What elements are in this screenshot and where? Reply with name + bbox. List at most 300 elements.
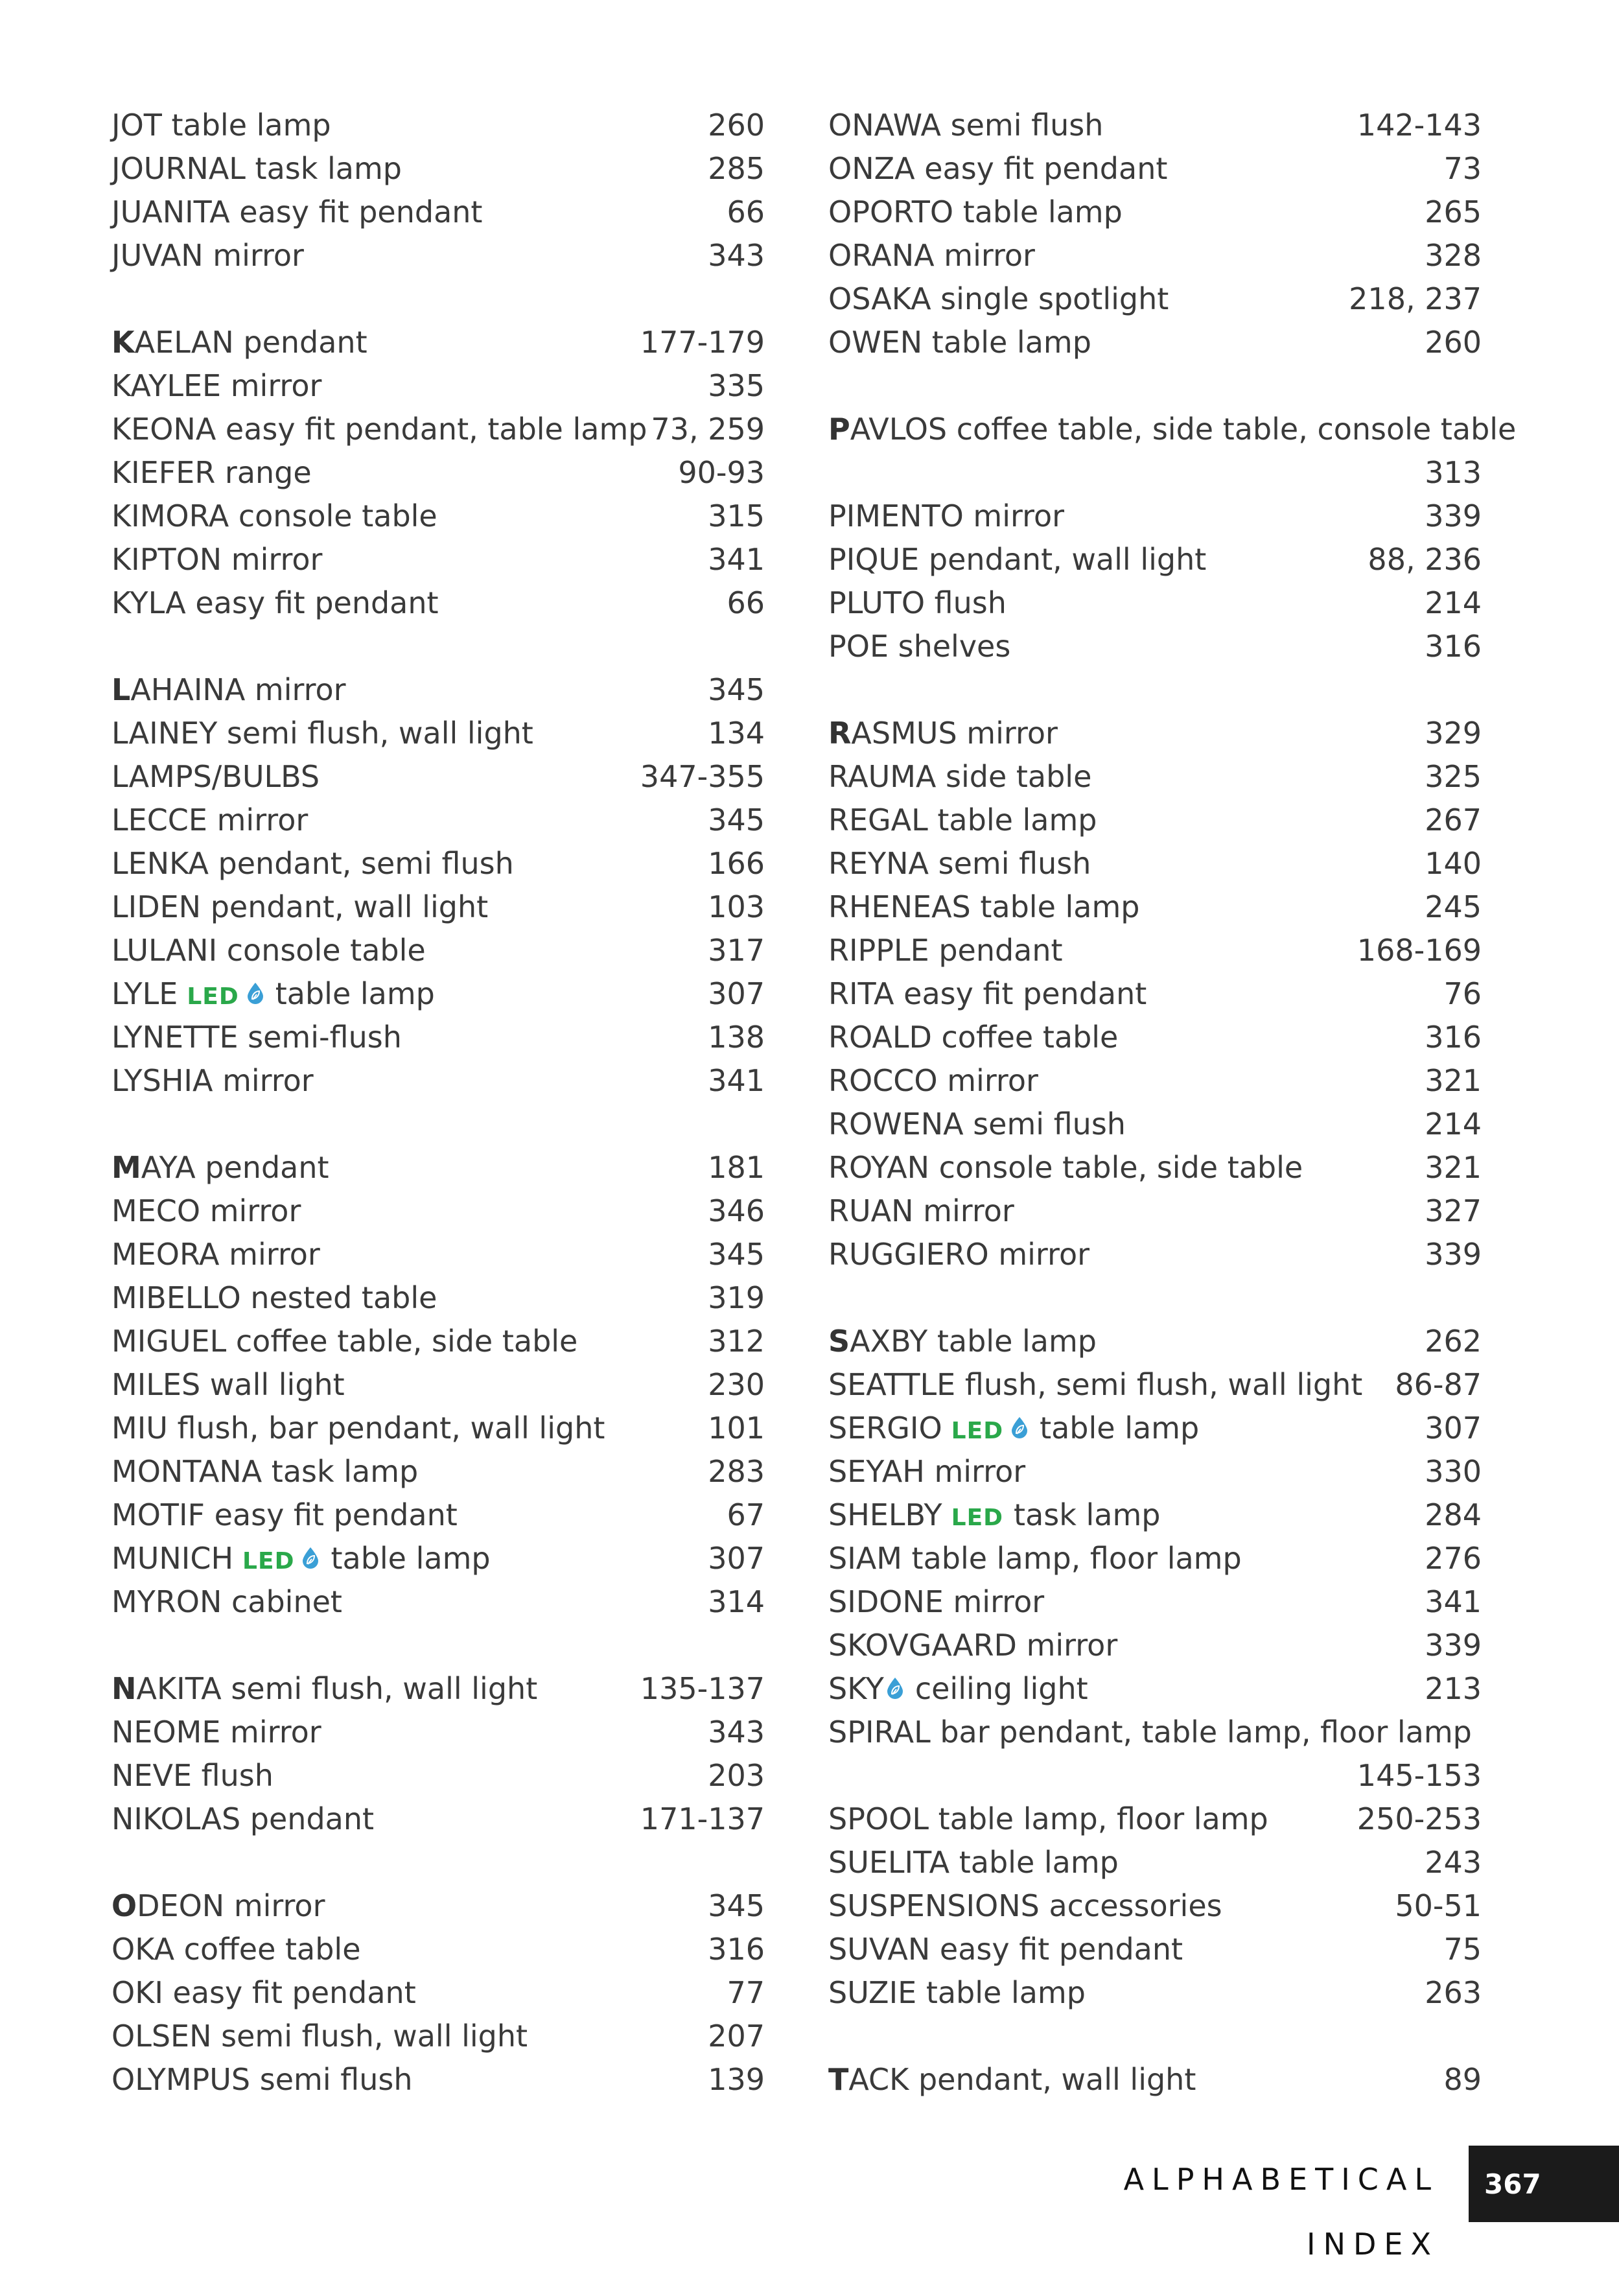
index-entry: [111, 1407, 765, 1450]
entry-title: JUVAN mirror: [111, 238, 304, 273]
index-entry: [828, 1580, 1482, 1624]
entry-name: [828, 1059, 1038, 1103]
section-spacer: [111, 625, 765, 668]
page-ref: 214: [1425, 1107, 1482, 1142]
entry-name: [828, 1841, 1119, 1884]
entry-name: [828, 1450, 1025, 1494]
entry-name: [828, 1494, 1160, 1540]
entry-title: SUVAN easy fit pendant: [828, 1932, 1183, 1967]
entry-title: ROWENA semi flush: [828, 1107, 1126, 1142]
index-entry: [111, 1189, 765, 1233]
index-entry: [828, 538, 1482, 581]
index-entry: [111, 1667, 765, 1711]
entry-name: [828, 104, 1103, 147]
index-entry: [111, 1276, 765, 1320]
index-entry: [828, 1407, 1482, 1450]
entry-title: KAYLEE mirror: [111, 368, 322, 403]
index-entry: [111, 1233, 765, 1276]
page-ref: 243: [1425, 1845, 1482, 1880]
section-spacer: [111, 1841, 765, 1884]
index-column-left: [111, 104, 765, 2102]
entry-title: AKITA semi flush, wall light: [136, 1671, 538, 1706]
entry-name: [828, 712, 1058, 755]
entry-name: [111, 1320, 577, 1363]
index-entry: [828, 1450, 1482, 1494]
entry-name: [111, 2058, 412, 2102]
page-ref: 90-93: [678, 455, 765, 490]
entry-name: [111, 885, 488, 929]
index-entry: [111, 929, 765, 972]
index-entry: [111, 1580, 765, 1624]
index-entry: [111, 1711, 765, 1754]
index-entry: [828, 842, 1482, 885]
page-ref: 327: [1425, 1193, 1482, 1228]
page-ref: 346: [708, 1193, 765, 1228]
index-entry: [111, 842, 765, 885]
entry-title: SERGIO: [828, 1411, 942, 1446]
entry-title: LYNETTE semi-flush: [111, 1020, 402, 1055]
entry-name: [828, 1320, 1097, 1363]
entry-title: ONZA easy fit pendant: [828, 151, 1168, 186]
index-entry: [828, 1624, 1482, 1667]
index-entry: [111, 1928, 765, 1971]
entry-name: [111, 1494, 458, 1537]
entry-title: LENKA pendant, semi flush: [111, 846, 514, 881]
entry-name: [111, 799, 308, 842]
entry-name: [111, 321, 367, 364]
index-column-right: [828, 104, 1517, 2102]
index-entry: [111, 1450, 765, 1494]
index-entry: [828, 625, 1482, 668]
entry-title: REYNA semi flush: [828, 846, 1091, 881]
index-entry: [111, 104, 765, 147]
index-entry: [111, 1537, 765, 1580]
entry-name: [828, 1537, 1242, 1580]
entry-title: OSAKA single spotlight: [828, 281, 1169, 316]
entry-name: [111, 1928, 361, 1971]
page-ref: 267: [1425, 802, 1482, 838]
entry-title: ROALD coffee table: [828, 1020, 1119, 1055]
entry-title: OKI easy fit pendant: [111, 1975, 416, 2010]
section-initial-letter: M: [111, 1150, 141, 1185]
entry-name: [828, 1884, 1222, 1928]
index-entry: [111, 1798, 765, 1841]
page-ref: 341: [1425, 1584, 1482, 1619]
index-entry: [111, 538, 765, 581]
entry-title: ACK pendant, wall light: [848, 2062, 1196, 2097]
entry-name: [111, 1059, 314, 1103]
entry-title: LECCE mirror: [111, 802, 309, 838]
section-spacer: [828, 1276, 1482, 1320]
entry-type: table lamp: [275, 976, 435, 1011]
page-ref: 86-87: [1395, 1367, 1482, 1402]
entry-title: JUANITA easy fit pendant: [111, 194, 483, 229]
index-entry: [828, 495, 1482, 538]
entry-name: [111, 234, 304, 277]
entry-title: NEVE flush: [111, 1758, 274, 1793]
entry-title: SHELBY: [828, 1497, 942, 1532]
index-entry: [111, 1016, 765, 1059]
page-ref: 312: [708, 1324, 765, 1359]
page-ref: 50-51: [1395, 1888, 1482, 1923]
entry-name: [828, 495, 1064, 538]
index-entry: [828, 408, 1517, 451]
section-title: ALPHABETICAL INDEX: [1123, 2162, 1439, 2262]
entry-type: task lamp: [1014, 1497, 1161, 1532]
index-entry: [111, 495, 765, 538]
page-ref: 284: [1425, 1497, 1482, 1532]
index-entry: [111, 581, 765, 625]
entry-name: [828, 1189, 1014, 1233]
entry-name: [111, 1450, 418, 1494]
entry-title: MECO mirror: [111, 1193, 301, 1228]
entry-title: MIGUEL coffee table, side table: [111, 1324, 578, 1359]
index-entry: [111, 1494, 765, 1537]
page-ref: 75: [1443, 1932, 1482, 1967]
page-ref: 347-355: [640, 759, 765, 794]
entry-name: [111, 1189, 301, 1233]
entry-name: [111, 2015, 528, 2058]
page-ref: 168-169: [1357, 933, 1482, 968]
page-ref: 328: [1425, 238, 1482, 273]
index-entry: [828, 1189, 1482, 1233]
entry-name: [828, 1407, 1199, 1453]
index-entry: [828, 799, 1482, 842]
entry-name: [111, 1580, 342, 1624]
entry-title: MOTIF easy fit pendant: [111, 1497, 458, 1532]
section-initial-letter: K: [111, 325, 135, 360]
page-ref: 316: [1425, 629, 1482, 664]
index-entry: [111, 1884, 765, 1928]
entry-name: [111, 1884, 325, 1928]
entry-title: REGAL table lamp: [828, 802, 1097, 838]
entry-title: MONTANA task lamp: [111, 1454, 419, 1489]
index-entry: [111, 668, 765, 712]
page-ref: 285: [708, 151, 765, 186]
entry-name: [828, 1146, 1303, 1189]
entry-title: ROCCO mirror: [828, 1063, 1038, 1098]
entry-name: [828, 625, 1010, 668]
entry-name: [111, 1711, 321, 1754]
entry-name: [111, 712, 533, 755]
entry-name: [111, 1537, 491, 1583]
entry-title: SEYAH mirror: [828, 1454, 1026, 1489]
entry-title: ORANA mirror: [828, 238, 1035, 273]
entry-name: [828, 234, 1035, 277]
entry-name: [111, 538, 322, 581]
entry-title: ONAWA semi flush: [828, 108, 1104, 143]
page-ref: 142-143: [1357, 108, 1482, 143]
index-entry: [828, 1233, 1482, 1276]
page-ref: 103: [708, 889, 765, 924]
entry-title: SPIRAL bar pendant, table lamp, floor lamp: [828, 1715, 1472, 1750]
page-ref: 140: [1425, 846, 1482, 881]
page-ref: 283: [708, 1454, 765, 1489]
page-ref: 218, 237: [1349, 281, 1482, 316]
page-ref: 316: [1425, 1020, 1482, 1055]
entry-title: KIPTON mirror: [111, 542, 323, 577]
page-ref: 66: [727, 194, 765, 229]
led-badge: LED: [951, 1418, 1004, 1444]
entry-name: [111, 1276, 437, 1320]
page-ref: 345: [708, 1888, 765, 1923]
entry-name: [111, 104, 331, 147]
entry-title: POE shelves: [828, 629, 1011, 664]
energy-saving-drop-icon: [301, 1547, 320, 1569]
index-entry: [828, 277, 1482, 321]
entry-name: [111, 495, 437, 538]
index-entry-page-continuation: [828, 451, 1482, 495]
entry-name: [828, 277, 1169, 321]
entry-title: KIEFER range: [111, 455, 312, 490]
index-entry: [111, 2015, 765, 2058]
entry-name: [828, 538, 1206, 581]
entry-type: ceiling light: [914, 1671, 1088, 1706]
page-ref: 307: [708, 1541, 765, 1576]
entry-name: [111, 1016, 402, 1059]
entry-title: LULANI console table: [111, 933, 426, 968]
index-entry: [828, 321, 1482, 364]
page-ref: 145-153: [1357, 1758, 1482, 1793]
entry-title: RAUMA side table: [828, 759, 1092, 794]
page-ref: 230: [708, 1367, 765, 1402]
page-ref: 260: [708, 108, 765, 143]
entry-name: [111, 408, 647, 451]
entry-title: NIKOLAS pendant: [111, 1801, 375, 1836]
page-ref: 89: [1443, 2062, 1482, 2097]
entry-name: [828, 1971, 1086, 2015]
entry-name: [828, 972, 1147, 1016]
page-ref: 321: [1425, 1063, 1482, 1098]
index-entry: [111, 885, 765, 929]
page-ref: 314: [708, 1584, 765, 1619]
entry-name: [111, 191, 482, 234]
entry-title: LAMPS/BULBS: [111, 759, 320, 794]
entry-name: [828, 929, 1063, 972]
entry-title: PIMENTO mirror: [828, 498, 1065, 533]
entry-name: [111, 1971, 416, 2015]
entry-title: PIQUE pendant, wall light: [828, 542, 1207, 577]
index-entry: [828, 885, 1482, 929]
index-entry: [828, 1711, 1482, 1754]
index-entry: [111, 191, 765, 234]
entry-name: [111, 929, 426, 972]
entry-title: LYSHIA mirror: [111, 1063, 314, 1098]
index-entry: [828, 755, 1482, 799]
entry-name: [828, 408, 1516, 451]
entry-title: RHENEAS table lamp: [828, 889, 1140, 924]
entry-title: OLYMPUS semi flush: [111, 2062, 413, 2097]
entry-title: LIDEN pendant, wall light: [111, 889, 489, 924]
entry-title: KIMORA console table: [111, 498, 437, 533]
page-ref: 321: [1425, 1150, 1482, 1185]
entry-name: [828, 1798, 1268, 1841]
entry-name: [828, 885, 1139, 929]
entry-title: AXBY table lamp: [850, 1324, 1097, 1359]
section-spacer: [828, 364, 1482, 408]
index-entry: [828, 712, 1482, 755]
page-ref: 67: [727, 1497, 765, 1532]
index-entry: [828, 1928, 1482, 1971]
index-entry: [828, 1016, 1482, 1059]
entry-title: SKOVGAARD mirror: [828, 1628, 1118, 1663]
page-ref: 181: [708, 1150, 765, 1185]
page-ref: 66: [727, 585, 765, 620]
index-entry: [828, 2058, 1482, 2102]
entry-title: SIAM table lamp, floor lamp: [828, 1541, 1242, 1576]
page-ref: 341: [708, 542, 765, 577]
index-entry: [828, 1971, 1482, 2015]
entry-title: MILES wall light: [111, 1367, 345, 1402]
entry-name: [111, 842, 514, 885]
page-ref: 88, 236: [1368, 542, 1482, 577]
section-initial-letter: R: [828, 716, 852, 751]
page-ref: 135-137: [640, 1671, 765, 1706]
index-entry: [828, 972, 1482, 1016]
entry-title: MIBELLO nested table: [111, 1280, 437, 1315]
index-entry: [828, 1059, 1482, 1103]
index-entry: [111, 234, 765, 277]
page-ref: 245: [1425, 889, 1482, 924]
index-entry-page-continuation: [828, 1754, 1482, 1798]
page-ref: 262: [1425, 1324, 1482, 1359]
entry-name: [111, 1798, 374, 1841]
entry-name: [111, 581, 439, 625]
index-entry: [111, 451, 765, 495]
page-ref: 317: [708, 933, 765, 968]
entry-title: OKA coffee table: [111, 1932, 361, 1967]
index-entry: [828, 1667, 1482, 1711]
entry-name: [828, 581, 1007, 625]
entry-name: [111, 755, 320, 799]
page-ref: 260: [1425, 325, 1482, 360]
index-entry: [111, 147, 765, 191]
page-ref: 138: [708, 1020, 765, 1055]
page-ref: 345: [708, 672, 765, 707]
index-entry: [828, 1494, 1482, 1537]
entry-name: [828, 321, 1091, 364]
page-ref: 316: [708, 1932, 765, 1967]
entry-title: RITA easy fit pendant: [828, 976, 1147, 1011]
entry-title: SUSPENSIONS accessories: [828, 1888, 1222, 1923]
entry-name: [111, 1667, 537, 1711]
page-ref: 307: [1425, 1411, 1482, 1446]
section-spacer: [828, 668, 1482, 712]
page-ref: 207: [708, 2019, 765, 2054]
entry-title: LAINEY semi flush, wall light: [111, 716, 533, 751]
entry-title: MUNICH: [111, 1541, 234, 1576]
entry-name: [111, 972, 435, 1018]
page-ref: 343: [708, 238, 765, 273]
page-ref: 325: [1425, 759, 1482, 794]
index-entry: [111, 1059, 765, 1103]
index-entry: [828, 1841, 1482, 1884]
entry-name: [111, 1363, 345, 1407]
index-entry: [111, 321, 765, 364]
page-ref: 265: [1425, 194, 1482, 229]
entry-name: [111, 147, 402, 191]
index-entry: [111, 972, 765, 1016]
entry-title: ASMUS mirror: [851, 716, 1058, 751]
index-entry: [828, 1537, 1482, 1580]
page-ref: 343: [708, 1715, 765, 1750]
entry-title: KEONA easy fit pendant, table lamp: [111, 412, 647, 447]
entry-name: [111, 1407, 605, 1450]
entry-name: [828, 755, 1091, 799]
page-ref: 171-137: [640, 1801, 765, 1836]
entry-title: LYLE: [111, 976, 178, 1011]
page-ref: 250-253: [1357, 1801, 1482, 1836]
index-entry: [111, 755, 765, 799]
entry-title: KYLA easy fit pendant: [111, 585, 439, 620]
page-ref: 101: [708, 1411, 765, 1446]
page-ref: 139: [708, 2062, 765, 2097]
entry-name: [111, 668, 346, 712]
entry-name: [828, 1233, 1089, 1276]
energy-saving-drop-icon: [885, 1677, 905, 1699]
page-ref: 77: [727, 1975, 765, 2010]
page-number: 367: [1484, 2168, 1541, 2200]
entry-type: table lamp: [331, 1541, 491, 1576]
section-initial-letter: L: [111, 672, 131, 707]
section-spacer: [111, 1624, 765, 1667]
page-ref: 341: [708, 1063, 765, 1098]
entry-title: SUELITA table lamp: [828, 1845, 1119, 1880]
entry-name: [828, 1624, 1117, 1667]
section-spacer: [111, 1103, 765, 1146]
index-entry: [828, 234, 1482, 277]
led-badge: LED: [242, 1548, 295, 1575]
index-entry: [111, 1754, 765, 1798]
page-ref: 335: [708, 368, 765, 403]
energy-saving-drop-icon: [246, 982, 265, 1004]
entry-name: [111, 1233, 320, 1276]
section-initial-letter: P: [828, 412, 850, 447]
page-ref: 166: [708, 846, 765, 881]
index-entry: [828, 1320, 1482, 1363]
index-entry: [828, 191, 1482, 234]
entry-name: [828, 147, 1167, 191]
index-entry: [111, 1320, 765, 1363]
page-ref: 177-179: [640, 325, 765, 360]
section-initial-letter: O: [111, 1888, 137, 1923]
page-ref: 307: [708, 976, 765, 1011]
index-entry: [828, 1363, 1482, 1407]
page-ref: 213: [1425, 1671, 1482, 1706]
entry-name: [111, 364, 321, 408]
page-number-box: [1469, 2146, 1619, 2222]
led-badge: LED: [951, 1505, 1004, 1531]
page-ref: 315: [708, 498, 765, 533]
entry-title: AVLOS coffee table, side table, console table: [850, 412, 1517, 447]
entry-name: [828, 1103, 1126, 1146]
page-ref: 339: [1425, 1628, 1482, 1663]
entry-title: RUGGIERO mirror: [828, 1237, 1089, 1272]
index-entry: [111, 1971, 765, 2015]
index-entry: [111, 364, 765, 408]
entry-title: SUZIE table lamp: [828, 1975, 1086, 2010]
entry-name: [828, 1667, 1088, 1711]
page-ref: 319: [708, 1280, 765, 1315]
index-entry: [828, 1103, 1482, 1146]
page-ref: 345: [708, 1237, 765, 1272]
entry-title: OWEN table lamp: [828, 325, 1091, 360]
section-initial-letter: T: [828, 2062, 849, 2097]
index-entry: [111, 2058, 765, 2102]
entry-title: JOURNAL task lamp: [111, 151, 402, 186]
entry-type: table lamp: [1040, 1411, 1200, 1446]
entry-name: [828, 1711, 1472, 1754]
